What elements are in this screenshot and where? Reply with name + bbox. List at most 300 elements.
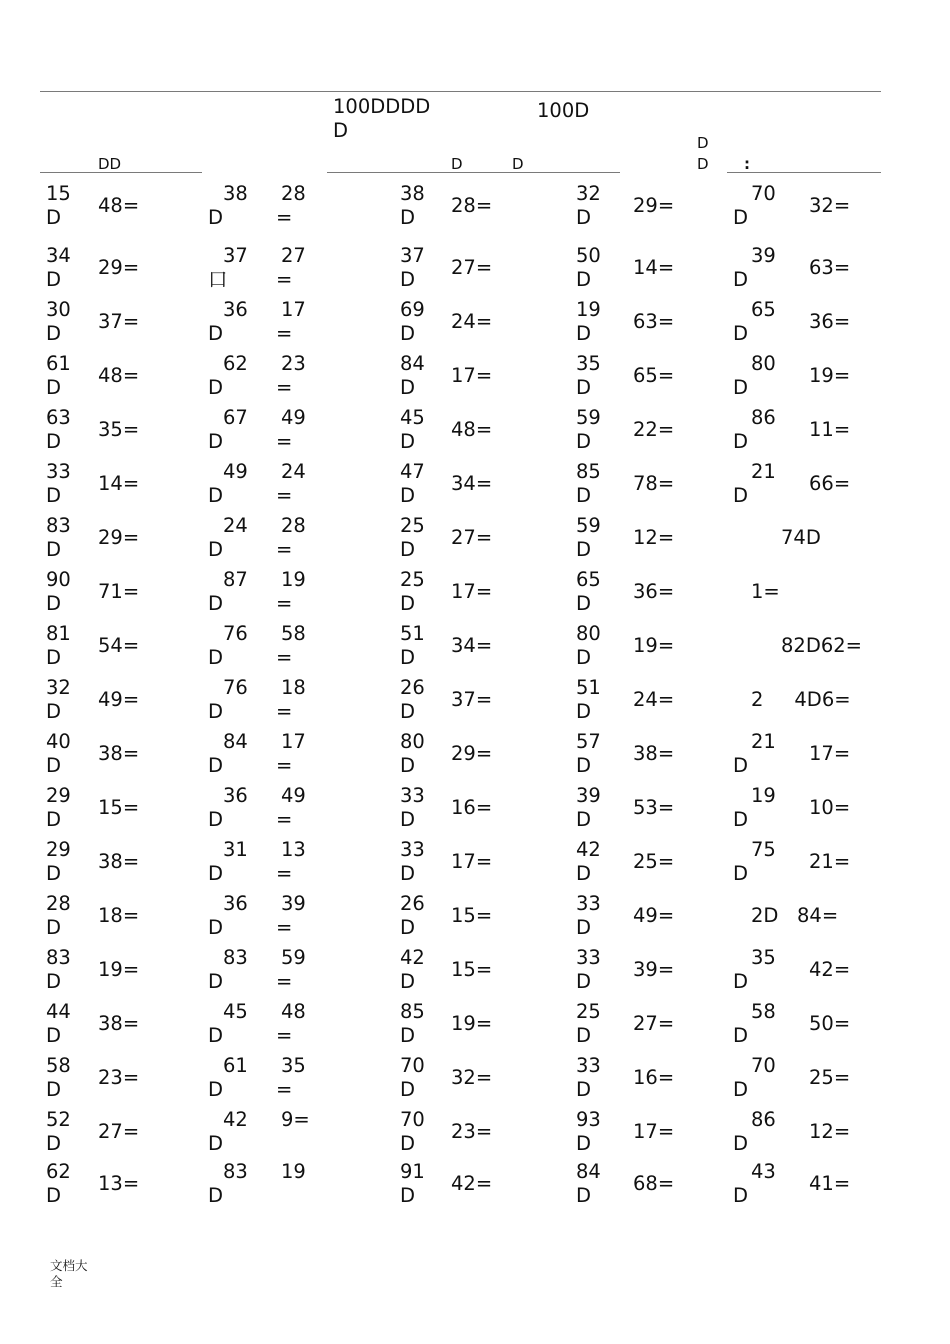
d-col3: D bbox=[208, 430, 224, 453]
num-col1: 61 bbox=[46, 352, 71, 375]
num-col7: 93 bbox=[576, 1108, 601, 1131]
expr-col6: 42= bbox=[451, 1172, 493, 1195]
expr-col10: 50= bbox=[809, 1012, 851, 1035]
num-col5: 25 bbox=[400, 568, 425, 591]
num-col4: 18 bbox=[281, 676, 306, 699]
num-col4: 13 bbox=[281, 838, 306, 861]
d-col9: D bbox=[733, 206, 749, 229]
d-col5: D bbox=[400, 322, 416, 345]
num-col7: 32 bbox=[576, 182, 601, 205]
d-col3: D bbox=[208, 700, 224, 723]
num-col4: 23 bbox=[281, 352, 306, 375]
expr-col2: 29= bbox=[98, 526, 140, 549]
num-col4: 35 bbox=[281, 1054, 306, 1077]
header-title-right: 100D bbox=[537, 99, 590, 122]
num-col7: 19 bbox=[576, 298, 601, 321]
d-col3: D bbox=[208, 1024, 224, 1047]
expr-col8: 39= bbox=[633, 958, 675, 981]
num-col4: 39 bbox=[281, 892, 306, 915]
num-col1: 58 bbox=[46, 1054, 71, 1077]
header-label-d2: D bbox=[512, 155, 524, 173]
d-col7: D bbox=[576, 1024, 592, 1047]
num-col9: 70 bbox=[751, 1054, 776, 1077]
expr-col2: 71= bbox=[98, 580, 140, 603]
d-col5: D bbox=[400, 430, 416, 453]
expr-col10: 42= bbox=[809, 958, 851, 981]
d-col5: D bbox=[400, 1132, 416, 1155]
num-col4: 19 bbox=[281, 1160, 306, 1183]
num-col1: 28 bbox=[46, 892, 71, 915]
d-col1: D bbox=[46, 322, 62, 345]
d-col7: D bbox=[576, 1078, 592, 1101]
num-col3: 38 bbox=[223, 182, 248, 205]
expr-col6: 34= bbox=[451, 472, 493, 495]
expr-col8: 27= bbox=[633, 1012, 675, 1035]
d-col7: D bbox=[576, 1184, 592, 1204]
num-col7: 84 bbox=[576, 1160, 601, 1183]
d-col9: D bbox=[733, 970, 749, 993]
num-col1: 15 bbox=[46, 182, 71, 205]
expr-col6: 32= bbox=[451, 1066, 493, 1089]
expr-col10: 63= bbox=[809, 256, 851, 279]
num-col9: 35 bbox=[751, 946, 776, 969]
expr-col8: 68= bbox=[633, 1172, 675, 1195]
expr-col8: 65= bbox=[633, 364, 675, 387]
num-col3: 87 bbox=[223, 568, 248, 591]
expr-col2: 23= bbox=[98, 1066, 140, 1089]
expr-col2: 48= bbox=[98, 194, 140, 217]
num-col3: 36 bbox=[223, 892, 248, 915]
d-col3: D bbox=[208, 484, 224, 507]
num-col5: 45 bbox=[400, 406, 425, 429]
num-col4: 49 bbox=[281, 784, 306, 807]
d-col1: D bbox=[46, 430, 62, 453]
eq-col4: = bbox=[276, 376, 293, 399]
d-col3: D bbox=[208, 206, 224, 229]
num-col1: 32 bbox=[46, 676, 71, 699]
d-col7: D bbox=[576, 322, 592, 345]
d-col3: D bbox=[208, 592, 224, 615]
d-col1: D bbox=[46, 646, 62, 669]
expr-col6: 23= bbox=[451, 1120, 493, 1143]
num-col7: 59 bbox=[576, 514, 601, 537]
num-col1: 40 bbox=[46, 730, 71, 753]
num-col1: 81 bbox=[46, 622, 71, 645]
d-col1: D bbox=[46, 970, 62, 993]
d-col5: D bbox=[400, 376, 416, 399]
num-col7: 39 bbox=[576, 784, 601, 807]
num-col1: 29 bbox=[46, 784, 71, 807]
eq-col4: = bbox=[276, 1078, 293, 1101]
d-col1: D bbox=[46, 1184, 62, 1204]
expr-col10: 11= bbox=[809, 418, 851, 441]
num-col3: 42 bbox=[223, 1108, 248, 1131]
expr-col2: 29= bbox=[98, 256, 140, 279]
num-col4: 49 bbox=[281, 406, 306, 429]
d-col5: D bbox=[400, 1184, 416, 1204]
expr-col2: 13= bbox=[98, 1172, 140, 1195]
num-col4: 24 bbox=[281, 460, 306, 483]
d-col7: D bbox=[576, 862, 592, 885]
num-col4: 19 bbox=[281, 568, 306, 591]
num-col9: 21 bbox=[751, 730, 776, 753]
num-col1: 30 bbox=[46, 298, 71, 321]
num-col7: 33 bbox=[576, 1054, 601, 1077]
d-col9: D bbox=[733, 754, 749, 777]
num-col4: 59 bbox=[281, 946, 306, 969]
num-col5: 70 bbox=[400, 1054, 425, 1077]
expr-col6: 15= bbox=[451, 904, 493, 927]
num-col5: 69 bbox=[400, 298, 425, 321]
num-col9: 86 bbox=[751, 406, 776, 429]
num-col1: 33 bbox=[46, 460, 71, 483]
num-col3: 83 bbox=[223, 1160, 248, 1183]
d-col9: D bbox=[733, 1024, 749, 1047]
expr-col2: 35= bbox=[98, 418, 140, 441]
d-col3: D bbox=[208, 1184, 224, 1204]
expr-col8: 16= bbox=[633, 1066, 675, 1089]
d-col1: D bbox=[46, 1024, 62, 1047]
d-col9: D bbox=[733, 268, 749, 291]
expr-col6: 19= bbox=[451, 1012, 493, 1035]
eq-col4: = bbox=[276, 484, 293, 507]
d-col5: D bbox=[400, 592, 416, 615]
expr-col10: 41= bbox=[809, 1172, 851, 1195]
d-col1: D bbox=[46, 268, 62, 291]
num-col3: 31 bbox=[223, 838, 248, 861]
num-col1: 44 bbox=[46, 1000, 71, 1023]
num-col3: 36 bbox=[223, 784, 248, 807]
num-col1: 29 bbox=[46, 838, 71, 861]
expr-col8: 19= bbox=[633, 634, 675, 657]
expr-col6: 34= bbox=[451, 634, 493, 657]
expr-col6: 37= bbox=[451, 688, 493, 711]
eq-col4: = bbox=[276, 1024, 293, 1047]
d-col3: D bbox=[208, 1078, 224, 1101]
d-col9: D bbox=[733, 862, 749, 885]
num-col5: 70 bbox=[400, 1108, 425, 1131]
d-col1: D bbox=[46, 484, 62, 507]
d-col7: D bbox=[576, 538, 592, 561]
num-col1: 83 bbox=[46, 946, 71, 969]
expr-col10: 32= bbox=[809, 194, 851, 217]
num-col4: 28 bbox=[281, 514, 306, 537]
header-rule-right bbox=[727, 172, 881, 173]
d-col7: D bbox=[576, 754, 592, 777]
expr-col8: 17= bbox=[633, 1120, 675, 1143]
d-col3: D bbox=[208, 322, 224, 345]
num-col5: 85 bbox=[400, 1000, 425, 1023]
d-col1: D bbox=[46, 592, 62, 615]
expr-col6: 15= bbox=[451, 958, 493, 981]
footer-text: 文档大全 bbox=[50, 1258, 88, 1289]
num-col3: 84 bbox=[223, 730, 248, 753]
expr-col8: 36= bbox=[633, 580, 675, 603]
d-col5: D bbox=[400, 646, 416, 669]
num-col7: 80 bbox=[576, 622, 601, 645]
eq-col4: = bbox=[276, 808, 293, 831]
num-col7: 59 bbox=[576, 406, 601, 429]
num-col5: 80 bbox=[400, 730, 425, 753]
d-col5: D bbox=[400, 754, 416, 777]
num-col9: 65 bbox=[751, 298, 776, 321]
num-col3: 24 bbox=[223, 514, 248, 537]
expr-col8: 78= bbox=[633, 472, 675, 495]
num-col3: 62 bbox=[223, 352, 248, 375]
d-col1: D bbox=[46, 808, 62, 831]
expr-col8: 63= bbox=[633, 310, 675, 333]
d-col1: D bbox=[46, 916, 62, 939]
expr-col2: 18= bbox=[98, 904, 140, 927]
num-col9: 70 bbox=[751, 182, 776, 205]
num-col9: 21 bbox=[751, 460, 776, 483]
eq-col4: = bbox=[276, 916, 293, 939]
num-col1: 63 bbox=[46, 406, 71, 429]
num-col1: 62 bbox=[46, 1160, 71, 1183]
num-col9: 43 bbox=[751, 1160, 776, 1183]
eq-col4: = bbox=[276, 430, 293, 453]
d-col5: D bbox=[400, 268, 416, 291]
header-title-line2: D bbox=[333, 119, 349, 142]
d-col5: D bbox=[400, 538, 416, 561]
num-col9: 19 bbox=[751, 784, 776, 807]
expr-col10: 25= bbox=[809, 1066, 851, 1089]
num-col4: 9= bbox=[281, 1108, 310, 1131]
expr-col6: 24= bbox=[451, 310, 493, 333]
d-col7: D bbox=[576, 206, 592, 229]
num-col3: 76 bbox=[223, 676, 248, 699]
d-col3: D bbox=[208, 970, 224, 993]
eq-col4: = bbox=[276, 322, 293, 345]
eq-col4: = bbox=[276, 646, 293, 669]
expr-col6: 28= bbox=[451, 194, 493, 217]
num-col7: 50 bbox=[576, 244, 601, 267]
num-col3: 61 bbox=[223, 1054, 248, 1077]
num-col4: 58 bbox=[281, 622, 306, 645]
expr-col2: 54= bbox=[98, 634, 140, 657]
expr-col10: 36= bbox=[809, 310, 851, 333]
num-col4: 17 bbox=[281, 298, 306, 321]
d-col3: D bbox=[208, 916, 224, 939]
num-col7: 33 bbox=[576, 892, 601, 915]
expr-col6: 17= bbox=[451, 364, 493, 387]
num-col5: 51 bbox=[400, 622, 425, 645]
expr-col8: 29= bbox=[633, 194, 675, 217]
d-col7: D bbox=[576, 808, 592, 831]
d-col3: D bbox=[208, 862, 224, 885]
expr-col10: 66= bbox=[809, 472, 851, 495]
num-col5: 26 bbox=[400, 676, 425, 699]
top-rule bbox=[40, 91, 881, 92]
d-col7: D bbox=[576, 268, 592, 291]
expr-col2: 48= bbox=[98, 364, 140, 387]
d-col9: D bbox=[733, 808, 749, 831]
d-col5: D bbox=[400, 916, 416, 939]
num-col7: 33 bbox=[576, 946, 601, 969]
expr-col6: 17= bbox=[451, 580, 493, 603]
d-col9: D bbox=[733, 1184, 749, 1204]
d-col3: D bbox=[208, 808, 224, 831]
num-col5: 33 bbox=[400, 784, 425, 807]
header-label-d1: D bbox=[451, 155, 463, 173]
d-col5: D bbox=[400, 1024, 416, 1047]
expr-col2: 38= bbox=[98, 742, 140, 765]
expr-col2: 15= bbox=[98, 796, 140, 819]
d-col7: D bbox=[576, 484, 592, 507]
num-col3: 76 bbox=[223, 622, 248, 645]
d-col3: 口 bbox=[208, 268, 228, 291]
expr-col9-merged: 2 4D6= bbox=[751, 688, 851, 711]
d-col1: D bbox=[46, 206, 62, 229]
d-col3: D bbox=[208, 376, 224, 399]
d-col1: D bbox=[46, 862, 62, 885]
expr-col8: 14= bbox=[633, 256, 675, 279]
num-col9: 39 bbox=[751, 244, 776, 267]
header-label-stack-top: D bbox=[697, 134, 709, 152]
num-col4: 48 bbox=[281, 1000, 306, 1023]
num-col3: 67 bbox=[223, 406, 248, 429]
d-col5: D bbox=[400, 206, 416, 229]
d-col3: D bbox=[208, 538, 224, 561]
d-col7: D bbox=[576, 700, 592, 723]
num-col5: 47 bbox=[400, 460, 425, 483]
d-col9: D bbox=[733, 322, 749, 345]
expr-col10: 10= bbox=[809, 796, 851, 819]
d-col5: D bbox=[400, 862, 416, 885]
num-col7: 85 bbox=[576, 460, 601, 483]
expr-col8: 24= bbox=[633, 688, 675, 711]
header-rule-middle bbox=[327, 172, 620, 173]
eq-col4: = bbox=[276, 268, 293, 291]
num-col3: 49 bbox=[223, 460, 248, 483]
num-col9: 58 bbox=[751, 1000, 776, 1023]
num-col3: 83 bbox=[223, 946, 248, 969]
d-col9: D bbox=[733, 1078, 749, 1101]
d-col5: D bbox=[400, 700, 416, 723]
d-col7: D bbox=[576, 646, 592, 669]
header-label-dd: DD bbox=[98, 155, 122, 173]
d-col5: D bbox=[400, 808, 416, 831]
expr-col8: 53= bbox=[633, 796, 675, 819]
num-col5: 37 bbox=[400, 244, 425, 267]
num-col4: 27 bbox=[281, 244, 306, 267]
expr-col8: 22= bbox=[633, 418, 675, 441]
num-col5: 25 bbox=[400, 514, 425, 537]
expr-col10: 21= bbox=[809, 850, 851, 873]
num-col1: 83 bbox=[46, 514, 71, 537]
num-col3: 37 bbox=[223, 244, 248, 267]
eq-col4: = bbox=[276, 700, 293, 723]
num-col5: 91 bbox=[400, 1160, 425, 1183]
d-col1: D bbox=[46, 754, 62, 777]
d-col7: D bbox=[576, 430, 592, 453]
num-col3: 36 bbox=[223, 298, 248, 321]
num-col4: 17 bbox=[281, 730, 306, 753]
worksheet-grid bbox=[0, 180, 950, 1204]
expr-col10: 17= bbox=[809, 742, 851, 765]
d-col9: D bbox=[733, 376, 749, 399]
header-label-colon: : bbox=[744, 155, 750, 173]
num-col5: 42 bbox=[400, 946, 425, 969]
expr-col9-merged: 1= bbox=[751, 580, 780, 603]
num-col9: 86 bbox=[751, 1108, 776, 1131]
expr-col2: 14= bbox=[98, 472, 140, 495]
d-col9: D bbox=[733, 484, 749, 507]
d-col9: D bbox=[733, 430, 749, 453]
expr-col2: 37= bbox=[98, 310, 140, 333]
header-label-stack-bottom: D bbox=[697, 155, 709, 173]
expr-col2: 38= bbox=[98, 850, 140, 873]
d-col7: D bbox=[576, 970, 592, 993]
expr-col6: 16= bbox=[451, 796, 493, 819]
eq-col4: = bbox=[276, 862, 293, 885]
num-col7: 57 bbox=[576, 730, 601, 753]
num-col1: 34 bbox=[46, 244, 71, 267]
expr-col10: 12= bbox=[809, 1120, 851, 1143]
d-col7: D bbox=[576, 916, 592, 939]
header-title-line1: 100DDDD bbox=[333, 95, 431, 118]
expr-col8: 49= bbox=[633, 904, 675, 927]
d-col3: D bbox=[208, 754, 224, 777]
num-col5: 84 bbox=[400, 352, 425, 375]
num-col7: 42 bbox=[576, 838, 601, 861]
d-col1: D bbox=[46, 538, 62, 561]
expr-col6: 27= bbox=[451, 256, 493, 279]
expr-col10: 19= bbox=[809, 364, 851, 387]
expr-col8: 25= bbox=[633, 850, 675, 873]
num-col5: 26 bbox=[400, 892, 425, 915]
expr-col6: 29= bbox=[451, 742, 493, 765]
num-col1: 52 bbox=[46, 1108, 71, 1131]
expr-col6: 27= bbox=[451, 526, 493, 549]
expr-col2: 19= bbox=[98, 958, 140, 981]
eq-col4: = bbox=[276, 970, 293, 993]
num-col3: 45 bbox=[223, 1000, 248, 1023]
d-col7: D bbox=[576, 376, 592, 399]
expr-col9-merged: 74D bbox=[781, 526, 821, 549]
num-col5: 33 bbox=[400, 838, 425, 861]
d-col3: D bbox=[208, 646, 224, 669]
d-col1: D bbox=[46, 1078, 62, 1101]
num-col7: 51 bbox=[576, 676, 601, 699]
d-col5: D bbox=[400, 970, 416, 993]
d-col5: D bbox=[400, 484, 416, 507]
eq-col4: = bbox=[276, 754, 293, 777]
num-col7: 35 bbox=[576, 352, 601, 375]
expr-col2: 49= bbox=[98, 688, 140, 711]
eq-col4: = bbox=[276, 592, 293, 615]
d-col7: D bbox=[576, 592, 592, 615]
d-col1: D bbox=[46, 700, 62, 723]
expr-col6: 48= bbox=[451, 418, 493, 441]
expr-col2: 27= bbox=[98, 1120, 140, 1143]
expr-col2: 38= bbox=[98, 1012, 140, 1035]
d-col9: D bbox=[733, 1132, 749, 1155]
num-col4: 28 bbox=[281, 182, 306, 205]
num-col7: 65 bbox=[576, 568, 601, 591]
num-col7: 25 bbox=[576, 1000, 601, 1023]
num-col9: 75 bbox=[751, 838, 776, 861]
d-col3: D bbox=[208, 1132, 224, 1155]
expr-col9-merged: 2D 84= bbox=[751, 904, 839, 927]
expr-col6: 17= bbox=[451, 850, 493, 873]
expr-col9-merged: 82D62= bbox=[781, 634, 862, 657]
num-col9: 80 bbox=[751, 352, 776, 375]
num-col1: 90 bbox=[46, 568, 71, 591]
eq-col4: = bbox=[276, 538, 293, 561]
expr-col8: 12= bbox=[633, 526, 675, 549]
d-col1: D bbox=[46, 376, 62, 399]
